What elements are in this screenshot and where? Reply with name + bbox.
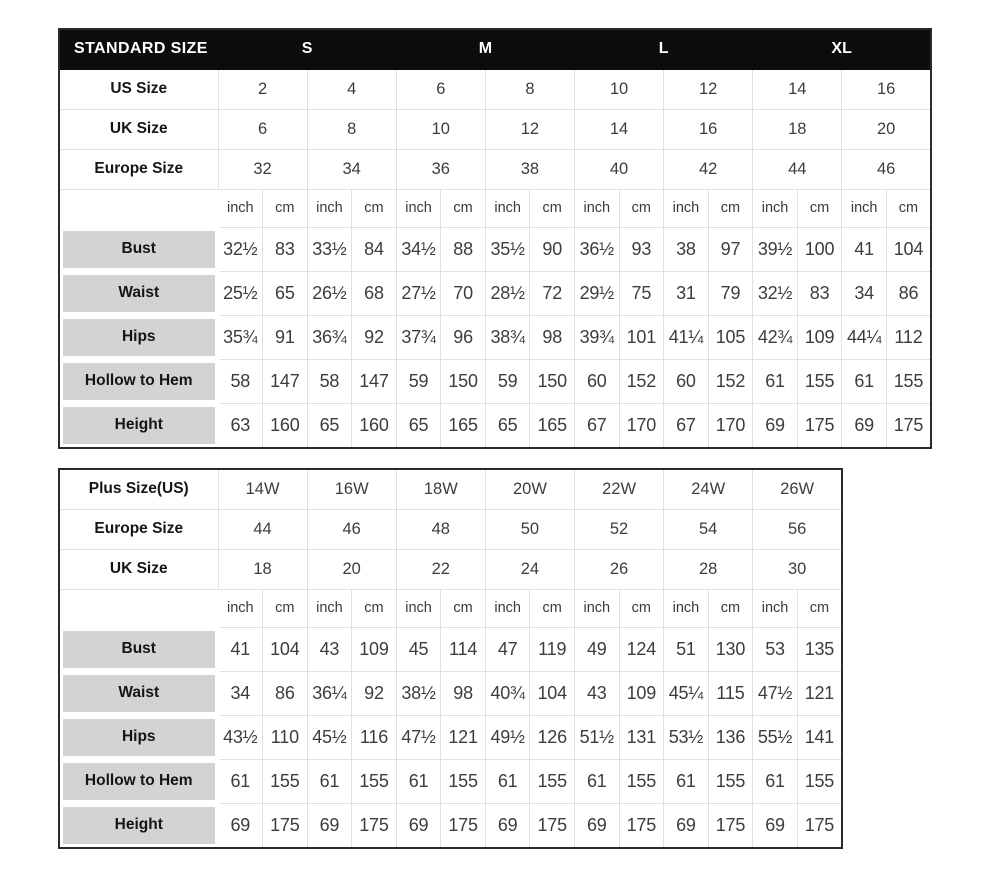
measurement-value-cell: 115 (708, 671, 753, 715)
measurement-value-cell: 60 (664, 359, 709, 403)
measurement-value-cell: 32½ (218, 227, 263, 271)
measurement-value-cell: 101 (619, 315, 664, 359)
unit-label: inch (218, 589, 263, 627)
row-label: Height (63, 807, 215, 844)
measurement-value-cell: 38½ (396, 671, 441, 715)
measurement-value-cell: 65 (263, 271, 308, 315)
unit-label: inch (664, 189, 709, 227)
measurement-value-cell: 49½ (485, 715, 530, 759)
unit-label: cm (708, 589, 753, 627)
size-value-cell: 6 (396, 69, 485, 109)
row-label-cell (59, 227, 218, 271)
size-value-cell: 52 (575, 509, 664, 549)
measurement-value-cell: 39½ (753, 227, 798, 271)
unit-label: cm (352, 589, 397, 627)
measurement-value-cell: 104 (530, 671, 575, 715)
measurement-value-cell: 175 (352, 803, 397, 848)
measurement-value-cell: 135 (797, 627, 842, 671)
measurement-value-cell: 49 (575, 627, 620, 671)
standard-size-table-container (58, 28, 932, 449)
row-label-cell (59, 271, 218, 315)
measurement-row (59, 803, 842, 848)
size-value-cell: 4 (307, 69, 396, 109)
row-label-cell (59, 403, 218, 448)
measurement-row (59, 227, 931, 271)
measurement-value-cell: 136 (708, 715, 753, 759)
measurement-value-cell: 93 (619, 227, 664, 271)
size-value-cell: 24 (485, 549, 574, 589)
measurement-value-cell: 109 (797, 315, 842, 359)
measurement-value-cell: 155 (530, 759, 575, 803)
size-value-cell: 16 (842, 69, 931, 109)
measurement-value-cell: 45½ (307, 715, 352, 759)
measurement-value-cell: 175 (263, 803, 308, 848)
size-value-cell: 30 (753, 549, 842, 589)
size-value-cell: 2 (218, 69, 307, 109)
unit-label: inch (664, 589, 709, 627)
unit-label: inch (485, 189, 530, 227)
size-value-cell: 26W (753, 469, 842, 509)
measurement-value-cell: 36½ (575, 227, 620, 271)
unit-row (59, 589, 842, 627)
size-value-cell: 40 (575, 149, 664, 189)
measurement-value-cell: 34½ (396, 227, 441, 271)
unit-label: inch (396, 189, 441, 227)
row-label: US Size (59, 69, 218, 109)
measurement-value-cell: 92 (352, 315, 397, 359)
unit-row (59, 189, 931, 227)
measurement-value-cell: 150 (530, 359, 575, 403)
row-label: Bust (63, 231, 215, 268)
measurement-value-cell: 105 (708, 315, 753, 359)
measurement-value-cell: 69 (485, 803, 530, 848)
measurement-value-cell: 112 (886, 315, 931, 359)
unit-label: inch (218, 189, 263, 227)
measurement-value-cell: 61 (485, 759, 530, 803)
measurement-value-cell: 155 (797, 759, 842, 803)
measurement-value-cell: 84 (352, 227, 397, 271)
measurement-value-cell: 155 (886, 359, 931, 403)
unit-label: inch (575, 589, 620, 627)
measurement-row (59, 315, 931, 359)
measurement-value-cell: 109 (352, 627, 397, 671)
measurement-value-cell: 69 (753, 403, 798, 448)
measurement-value-cell: 32½ (753, 271, 798, 315)
size-value-cell: 24W (664, 469, 753, 509)
measurement-value-cell: 86 (886, 271, 931, 315)
measurement-value-cell: 165 (530, 403, 575, 448)
measurement-value-cell: 155 (708, 759, 753, 803)
unit-label: cm (886, 189, 931, 227)
empty-label-cell (59, 189, 218, 227)
row-label: Hollow to Hem (63, 363, 215, 400)
measurement-value-cell: 155 (352, 759, 397, 803)
measurement-value-cell: 155 (797, 359, 842, 403)
measurement-value-cell: 92 (352, 671, 397, 715)
unit-label: cm (619, 589, 664, 627)
measurement-value-cell: 175 (619, 803, 664, 848)
row-label: Height (63, 407, 215, 444)
measurement-value-cell: 37¾ (396, 315, 441, 359)
measurement-value-cell: 141 (797, 715, 842, 759)
unit-label: cm (263, 189, 308, 227)
measurement-value-cell: 29½ (575, 271, 620, 315)
measurement-value-cell: 61 (842, 359, 887, 403)
unit-label: cm (352, 189, 397, 227)
measurement-value-cell: 88 (441, 227, 486, 271)
measurement-value-cell: 69 (307, 803, 352, 848)
size-group-header: M (396, 29, 574, 69)
measurement-value-cell: 38¾ (485, 315, 530, 359)
measurement-value-cell: 34 (218, 671, 263, 715)
measurement-value-cell: 75 (619, 271, 664, 315)
measurement-row (59, 759, 842, 803)
measurement-value-cell: 60 (575, 359, 620, 403)
measurement-value-cell: 175 (797, 803, 842, 848)
measurement-value-cell: 116 (352, 715, 397, 759)
measurement-value-cell: 67 (575, 403, 620, 448)
size-group-header: S (218, 29, 396, 69)
unit-label: inch (753, 189, 798, 227)
size-group-header: XL (753, 29, 931, 69)
measurement-value-cell: 59 (485, 359, 530, 403)
measurement-value-cell: 45¼ (664, 671, 709, 715)
measurement-value-cell: 39¾ (575, 315, 620, 359)
measurement-value-cell: 34 (842, 271, 887, 315)
measurement-value-cell: 98 (530, 315, 575, 359)
measurement-value-cell: 175 (708, 803, 753, 848)
row-label: Europe Size (59, 149, 218, 189)
measurement-value-cell: 69 (396, 803, 441, 848)
measurement-value-cell: 28½ (485, 271, 530, 315)
size-value-cell: 36 (396, 149, 485, 189)
measurement-value-cell: 104 (263, 627, 308, 671)
row-label: UK Size (59, 549, 218, 589)
measurement-value-cell: 65 (485, 403, 530, 448)
measurement-value-cell: 70 (441, 271, 486, 315)
measurement-value-cell: 79 (708, 271, 753, 315)
size-value-cell: 20 (842, 109, 931, 149)
measurement-value-cell: 147 (263, 359, 308, 403)
unit-label: inch (485, 589, 530, 627)
row-label: Waist (63, 675, 215, 712)
measurement-value-cell: 53½ (664, 715, 709, 759)
measurement-value-cell: 33½ (307, 227, 352, 271)
unit-label: cm (619, 189, 664, 227)
size-value-cell: 42 (664, 149, 753, 189)
measurement-value-cell: 51½ (575, 715, 620, 759)
measurement-value-cell: 175 (530, 803, 575, 848)
measurement-value-cell: 126 (530, 715, 575, 759)
measurement-value-cell: 25½ (218, 271, 263, 315)
size-row (59, 109, 931, 149)
measurement-value-cell: 147 (352, 359, 397, 403)
measurement-value-cell: 124 (619, 627, 664, 671)
measurement-value-cell: 96 (441, 315, 486, 359)
measurement-value-cell: 67 (664, 403, 709, 448)
size-row (59, 149, 931, 189)
measurement-value-cell: 121 (441, 715, 486, 759)
measurement-value-cell: 47½ (396, 715, 441, 759)
measurement-value-cell: 43 (307, 627, 352, 671)
measurement-value-cell: 47½ (753, 671, 798, 715)
row-label-cell (59, 359, 218, 403)
measurement-value-cell: 42¾ (753, 315, 798, 359)
measurement-value-cell: 104 (886, 227, 931, 271)
unit-label: cm (797, 189, 842, 227)
measurement-value-cell: 152 (619, 359, 664, 403)
measurement-value-cell: 170 (708, 403, 753, 448)
size-value-cell: 18W (396, 469, 485, 509)
measurement-value-cell: 69 (664, 803, 709, 848)
measurement-value-cell: 152 (708, 359, 753, 403)
measurement-value-cell: 61 (218, 759, 263, 803)
table-title: STANDARD SIZE (59, 29, 218, 69)
size-value-cell: 46 (307, 509, 396, 549)
measurement-value-cell: 26½ (307, 271, 352, 315)
plus-size-chart-table (58, 468, 843, 849)
measurement-value-cell: 109 (619, 671, 664, 715)
size-value-cell: 20W (485, 469, 574, 509)
measurement-row (59, 359, 931, 403)
measurement-value-cell: 121 (797, 671, 842, 715)
measurement-value-cell: 69 (753, 803, 798, 848)
measurement-value-cell: 31 (664, 271, 709, 315)
measurement-value-cell: 175 (797, 403, 842, 448)
size-row (59, 509, 842, 549)
measurement-value-cell: 43 (575, 671, 620, 715)
size-value-cell: 56 (753, 509, 842, 549)
plus-size-table-container (58, 468, 843, 849)
measurement-value-cell: 110 (263, 715, 308, 759)
row-label: Hollow to Hem (63, 763, 215, 800)
measurement-value-cell: 130 (708, 627, 753, 671)
measurement-value-cell: 83 (797, 271, 842, 315)
measurement-value-cell: 61 (396, 759, 441, 803)
measurement-value-cell: 36¼ (307, 671, 352, 715)
unit-label: cm (441, 189, 486, 227)
measurement-value-cell: 155 (263, 759, 308, 803)
measurement-value-cell: 35¾ (218, 315, 263, 359)
measurement-row (59, 627, 842, 671)
measurement-value-cell: 69 (842, 403, 887, 448)
size-value-cell: 46 (842, 149, 931, 189)
measurement-value-cell: 61 (753, 759, 798, 803)
row-label: Hips (63, 719, 215, 756)
size-value-cell: 14 (575, 109, 664, 149)
measurement-value-cell: 45 (396, 627, 441, 671)
measurement-value-cell: 51 (664, 627, 709, 671)
size-value-cell: 20 (307, 549, 396, 589)
row-label: Bust (63, 631, 215, 668)
empty-label-cell (59, 589, 218, 627)
measurement-value-cell: 175 (441, 803, 486, 848)
measurement-row (59, 403, 931, 448)
measurement-value-cell: 58 (307, 359, 352, 403)
row-label: Hips (63, 319, 215, 356)
measurement-row (59, 715, 842, 759)
size-row (59, 69, 931, 109)
unit-label: inch (307, 189, 352, 227)
measurement-value-cell: 160 (263, 403, 308, 448)
size-value-cell: 28 (664, 549, 753, 589)
size-value-cell: 8 (485, 69, 574, 109)
row-label: Waist (63, 275, 215, 312)
measurement-value-cell: 155 (619, 759, 664, 803)
size-value-cell: 12 (485, 109, 574, 149)
measurement-value-cell: 150 (441, 359, 486, 403)
row-label-cell (59, 715, 218, 759)
size-row (59, 549, 842, 589)
measurement-value-cell: 55½ (753, 715, 798, 759)
measurement-value-cell: 53 (753, 627, 798, 671)
measurement-value-cell: 63 (218, 403, 263, 448)
unit-label: inch (842, 189, 887, 227)
unit-label: inch (575, 189, 620, 227)
size-value-cell: 54 (664, 509, 753, 549)
measurement-value-cell: 44¼ (842, 315, 887, 359)
measurement-value-cell: 35½ (485, 227, 530, 271)
measurement-value-cell: 68 (352, 271, 397, 315)
measurement-value-cell: 65 (307, 403, 352, 448)
measurement-value-cell: 38 (664, 227, 709, 271)
size-value-cell: 44 (753, 149, 842, 189)
size-row (59, 469, 842, 509)
measurement-value-cell: 41 (218, 627, 263, 671)
measurement-row (59, 671, 842, 715)
unit-label: cm (530, 589, 575, 627)
measurement-value-cell: 27½ (396, 271, 441, 315)
unit-label: cm (530, 189, 575, 227)
size-value-cell: 22 (396, 549, 485, 589)
measurement-value-cell: 114 (441, 627, 486, 671)
unit-label: inch (307, 589, 352, 627)
measurement-value-cell: 72 (530, 271, 575, 315)
size-value-cell: 10 (575, 69, 664, 109)
measurement-value-cell: 160 (352, 403, 397, 448)
size-value-cell: 6 (218, 109, 307, 149)
unit-label: cm (797, 589, 842, 627)
measurement-value-cell: 90 (530, 227, 575, 271)
row-label-cell (59, 627, 218, 671)
row-label-cell (59, 315, 218, 359)
size-value-cell: 44 (218, 509, 307, 549)
size-value-cell: 16 (664, 109, 753, 149)
measurement-value-cell: 41¼ (664, 315, 709, 359)
unit-label: inch (753, 589, 798, 627)
measurement-value-cell: 61 (664, 759, 709, 803)
row-label: Plus Size(US) (59, 469, 218, 509)
row-label-cell (59, 671, 218, 715)
measurement-value-cell: 91 (263, 315, 308, 359)
size-value-cell: 12 (664, 69, 753, 109)
row-label: Europe Size (59, 509, 218, 549)
measurement-value-cell: 40¾ (485, 671, 530, 715)
measurement-value-cell: 65 (396, 403, 441, 448)
standard-size-chart-table (58, 28, 932, 449)
measurement-value-cell: 61 (307, 759, 352, 803)
measurement-value-cell: 175 (886, 403, 931, 448)
measurement-value-cell: 69 (218, 803, 263, 848)
measurement-value-cell: 98 (441, 671, 486, 715)
row-label: UK Size (59, 109, 218, 149)
measurement-value-cell: 41 (842, 227, 887, 271)
measurement-value-cell: 155 (441, 759, 486, 803)
size-value-cell: 14W (218, 469, 307, 509)
measurement-value-cell: 36¾ (307, 315, 352, 359)
measurement-value-cell: 131 (619, 715, 664, 759)
measurement-value-cell: 119 (530, 627, 575, 671)
unit-label: cm (708, 189, 753, 227)
measurement-value-cell: 43½ (218, 715, 263, 759)
measurement-value-cell: 165 (441, 403, 486, 448)
measurement-value-cell: 61 (575, 759, 620, 803)
size-value-cell: 32 (218, 149, 307, 189)
size-group-header: L (575, 29, 753, 69)
measurement-value-cell: 47 (485, 627, 530, 671)
size-value-cell: 34 (307, 149, 396, 189)
measurement-value-cell: 170 (619, 403, 664, 448)
measurement-row (59, 271, 931, 315)
measurement-value-cell: 86 (263, 671, 308, 715)
measurement-value-cell: 97 (708, 227, 753, 271)
size-value-cell: 8 (307, 109, 396, 149)
size-value-cell: 26 (575, 549, 664, 589)
size-value-cell: 48 (396, 509, 485, 549)
measurement-value-cell: 58 (218, 359, 263, 403)
size-value-cell: 16W (307, 469, 396, 509)
size-value-cell: 22W (575, 469, 664, 509)
size-value-cell: 38 (485, 149, 574, 189)
measurement-value-cell: 100 (797, 227, 842, 271)
measurement-value-cell: 69 (575, 803, 620, 848)
unit-label: cm (441, 589, 486, 627)
measurement-value-cell: 59 (396, 359, 441, 403)
size-value-cell: 10 (396, 109, 485, 149)
unit-label: inch (396, 589, 441, 627)
measurement-value-cell: 61 (753, 359, 798, 403)
row-label-cell (59, 759, 218, 803)
size-value-cell: 50 (485, 509, 574, 549)
measurement-value-cell: 83 (263, 227, 308, 271)
size-value-cell: 14 (753, 69, 842, 109)
size-value-cell: 18 (218, 549, 307, 589)
unit-label: cm (263, 589, 308, 627)
row-label-cell (59, 803, 218, 848)
size-value-cell: 18 (753, 109, 842, 149)
